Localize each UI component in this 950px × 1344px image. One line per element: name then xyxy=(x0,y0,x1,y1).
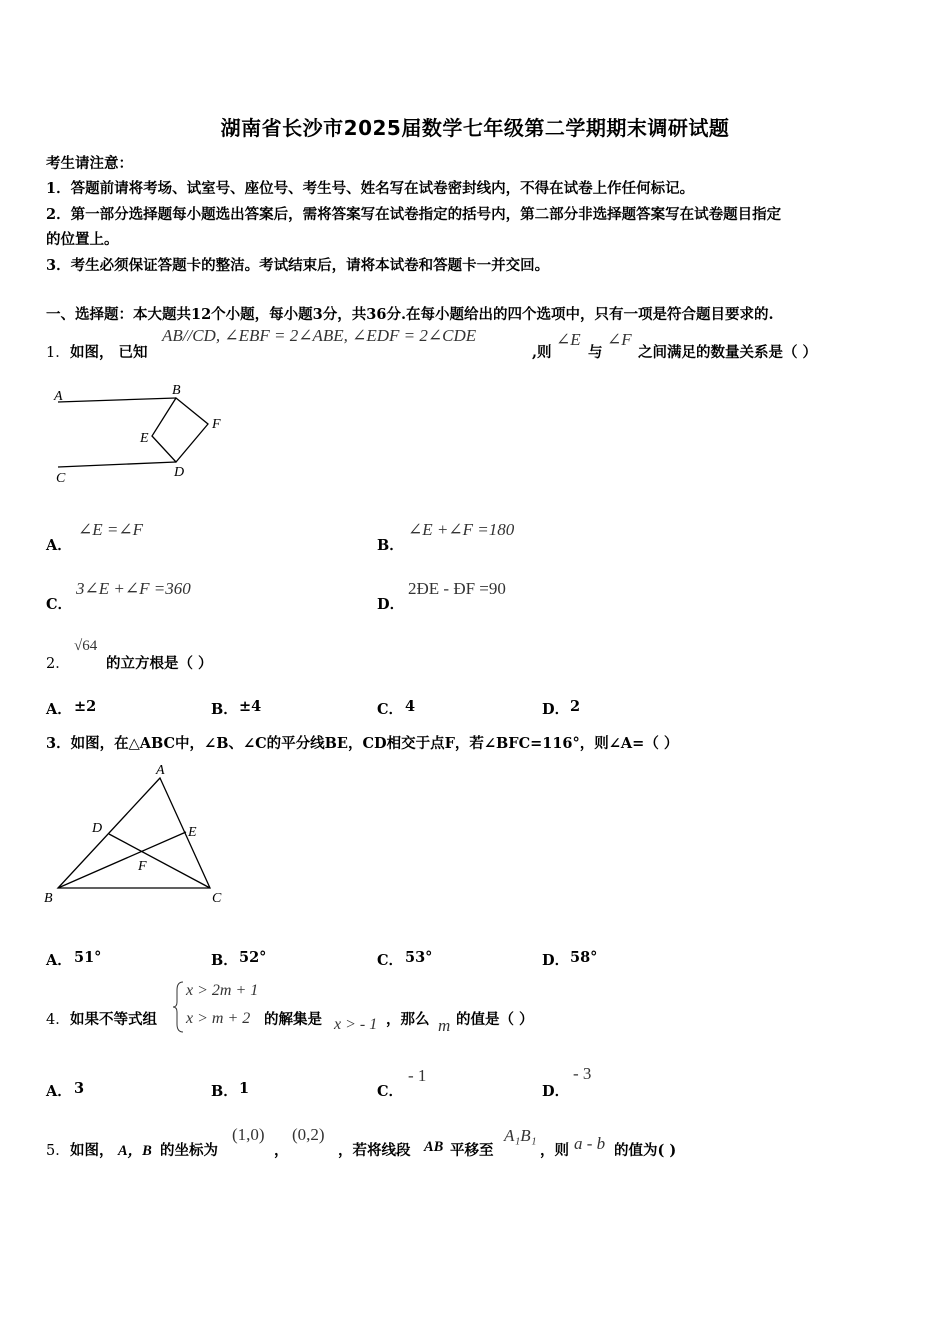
q2-option-b[interactable]: ±4 xyxy=(239,698,262,715)
q4-option-d-label: D． xyxy=(542,1083,570,1100)
q2-number: 2． xyxy=(46,656,70,672)
q2-option-c-label: C． xyxy=(377,701,404,718)
q3-option-b-label: B． xyxy=(211,952,238,969)
notice-line-1: 1．答题前请将考场、试室号、座位号、考生号、姓名写在试卷密封线内，不得在试卷上作任何标记。 xyxy=(46,180,695,197)
label-d: D xyxy=(92,821,103,836)
notice-line-3: 3．考生必须保证答题卡的整洁。考试结束后，请将本试卷和答题卡一并交回。 xyxy=(46,257,550,274)
q5-mid4: ，则 xyxy=(540,1142,569,1159)
q5-prefix: 如图， xyxy=(70,1142,114,1159)
q1-angle-e: ∠E xyxy=(556,330,581,349)
label-b: B xyxy=(172,383,181,398)
q2-suffix: 的立方根是（ ） xyxy=(106,655,213,672)
q1-option-c-label: C． xyxy=(46,596,73,613)
q2-option-a[interactable]: ±2 xyxy=(74,698,97,715)
q4-option-a-label: A． xyxy=(46,1083,72,1100)
q1-angle-f: ∠F xyxy=(607,330,632,349)
q4-var: m xyxy=(438,1016,451,1035)
q5-target: A₁B₁ xyxy=(504,1126,537,1145)
q1-then: ,则 xyxy=(532,344,552,361)
q1-option-a[interactable]: ∠E =∠F xyxy=(78,520,143,539)
q4-inequality-1: x > 2m + 1 xyxy=(186,982,259,999)
q2-option-c[interactable]: 4 xyxy=(405,698,416,715)
q5-comma: ， xyxy=(274,1142,289,1159)
label-c: C xyxy=(212,891,222,906)
q2-option-b-label: B． xyxy=(211,701,238,718)
q1-and: 与 xyxy=(588,344,603,361)
q1-option-d[interactable]: 2ÐE - ÐF =90 xyxy=(408,579,506,598)
q5-ab-points: A，B xyxy=(118,1143,152,1159)
label-e: E xyxy=(188,825,197,840)
label-a: A xyxy=(54,389,63,404)
q5-mid2: ，若将线段 xyxy=(338,1142,411,1159)
q4-option-b[interactable]: 1 xyxy=(239,1080,250,1097)
line-ab xyxy=(58,398,176,402)
q5-suffix: 的值为( ) xyxy=(614,1142,677,1159)
q4-option-a[interactable]: 3 xyxy=(74,1080,85,1097)
q3-option-d-label: D． xyxy=(542,952,570,969)
q4-number: 4． xyxy=(46,1012,70,1028)
label-c: C xyxy=(56,471,66,486)
label-f: F xyxy=(138,859,147,874)
q1-suffix: 之间满足的数量关系是（ ） xyxy=(638,344,818,361)
q3-option-a[interactable]: 51° xyxy=(74,949,102,966)
q1-condition: AB//CD, ∠EBF = 2∠ABE, ∠EDF = 2∠CDE xyxy=(162,326,477,345)
q2-option-d-label: D． xyxy=(542,701,570,718)
q3-figure xyxy=(40,760,240,910)
q5-number: 5． xyxy=(46,1143,70,1159)
q3-option-d[interactable]: 58° xyxy=(570,949,598,966)
line-cd xyxy=(58,462,176,467)
q1-option-b[interactable]: ∠E +∠F =180 xyxy=(408,520,515,539)
q2-option-d[interactable]: 2 xyxy=(570,698,581,715)
q1-number: 1． xyxy=(46,345,70,361)
q4-option-d[interactable]: - 3 xyxy=(573,1064,592,1083)
q2-option-a-label: A． xyxy=(46,701,72,718)
q5-coord-b: (0,2) xyxy=(292,1125,325,1144)
q3-option-c-label: C． xyxy=(377,952,404,969)
notice-line-2-cont: 的位置上。 xyxy=(46,231,119,248)
label-d: D xyxy=(174,465,185,480)
label-e: E xyxy=(140,431,149,446)
q5-mid3: 平移至 xyxy=(450,1142,494,1159)
q3-option-a-label: A． xyxy=(46,952,72,969)
q4-inequality-2: x > m + 2 xyxy=(186,1010,251,1027)
q4-option-b-label: B． xyxy=(211,1083,238,1100)
label-b: B xyxy=(44,891,53,906)
q5-expr: a - b xyxy=(574,1134,606,1153)
q1-option-c[interactable]: 3∠E +∠F =360 xyxy=(76,579,191,598)
q3-option-c[interactable]: 53° xyxy=(405,949,433,966)
q4-mid2: ，那么 xyxy=(386,1011,430,1028)
q3-text: 3．如图，在△ABC中，∠B、∠C的平分线BE，CD相交于点F，若∠BFC=116°，则∠A=（ ） xyxy=(46,735,679,752)
q2-radical: √64 xyxy=(74,638,98,654)
page-title: 湖南省长沙市2025届数学七年级第二学期期末调研试题 xyxy=(220,116,730,140)
label-a: A xyxy=(156,763,165,778)
quad-befd xyxy=(152,398,208,462)
q4-solution: x > - 1 xyxy=(334,1016,378,1033)
q4-suffix: 的值是（ ） xyxy=(456,1011,534,1028)
q4-mid: 的解集是 xyxy=(264,1011,322,1028)
q5-mid1: 的坐标为 xyxy=(160,1142,218,1159)
q5-coord-a: (1,0) xyxy=(232,1125,265,1144)
q1-option-b-label: B． xyxy=(377,537,404,554)
q4-brace xyxy=(172,980,186,1034)
q4-prefix: 如果不等式组 xyxy=(70,1011,157,1028)
q4-option-c[interactable]: - 1 xyxy=(408,1066,427,1085)
q5-segment: AB xyxy=(424,1139,444,1155)
q4-option-c-label: C． xyxy=(377,1083,404,1100)
label-f: F xyxy=(212,417,221,432)
q1-option-d-label: D． xyxy=(377,596,405,613)
section-heading: 一、选择题：本大题共12个小题，每小题3分，共36分.在每小题给出的四个选项中，只有一项是符合题目要求的. xyxy=(46,306,774,323)
q3-option-b[interactable]: 52° xyxy=(239,949,267,966)
q1-figure xyxy=(48,380,238,490)
q1-prefix: 如图， 已知 xyxy=(70,344,148,361)
segment-cd xyxy=(109,834,210,888)
notice-heading: 考生请注意： xyxy=(46,155,133,172)
notice-line-2: 2．第一部分选择题每小题选出答案后，需将答案写在试卷指定的括号内，第二部分非选择题答案写在试卷题目指定 xyxy=(46,206,782,223)
q1-option-a-label: A． xyxy=(46,537,72,554)
